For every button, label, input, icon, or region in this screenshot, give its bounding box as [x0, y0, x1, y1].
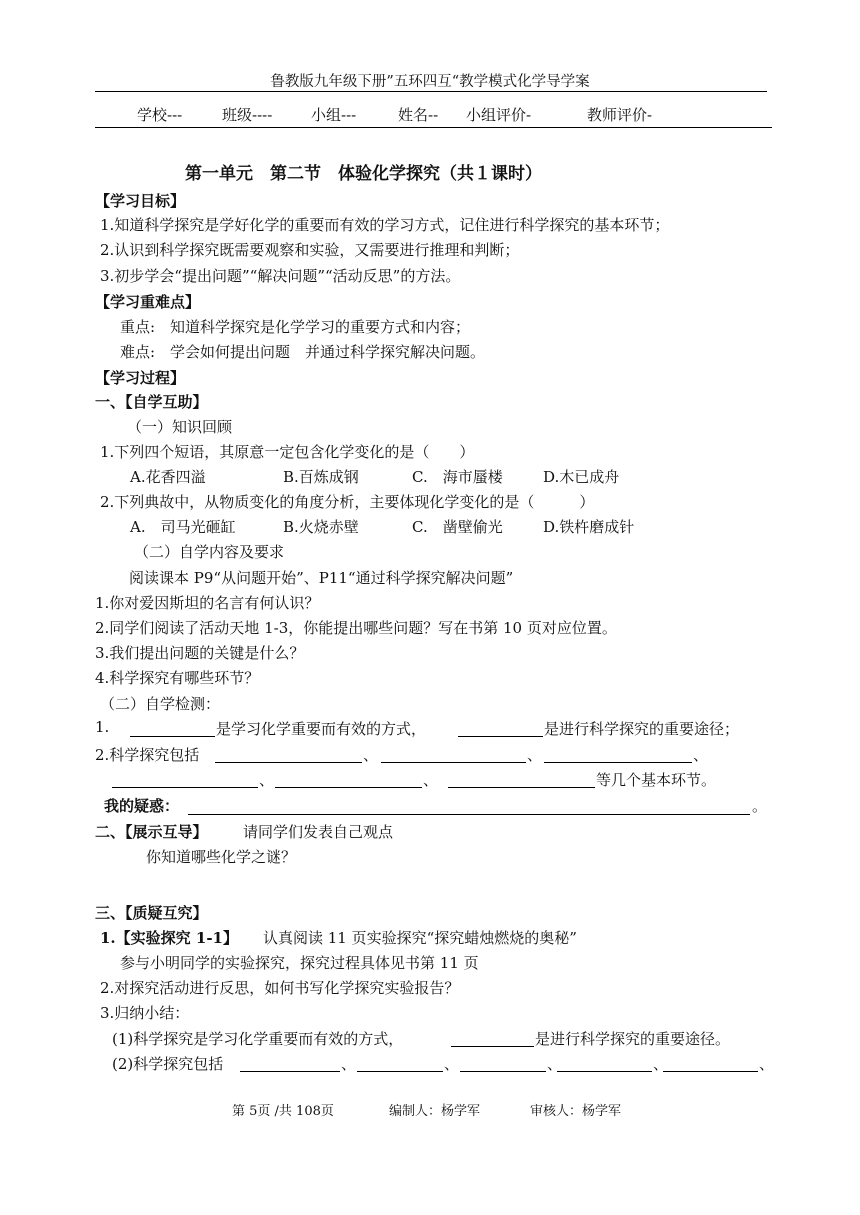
blank-line[interactable]: [460, 1057, 546, 1072]
reviewer: 审核人：杨学军: [530, 1104, 622, 1119]
display-question: 你知道哪些化学之谜？: [146, 848, 297, 866]
group-field: 小组---: [311, 106, 357, 124]
question-2: 2.下列典故中，从物质变化的角度分析，主要体现化学变化的是（ ）: [100, 493, 595, 511]
study-question: 3.我们提出问题的关键是什么？: [95, 644, 305, 662]
doubt-input-line[interactable]: [188, 800, 750, 815]
key-point: 重点: 知道科学探究是化学学习的重要方式和内容；: [120, 318, 471, 336]
blank-line[interactable]: [357, 1057, 443, 1072]
display-text: 请同学们发表自己观点: [243, 823, 394, 841]
blank-line[interactable]: [448, 773, 595, 788]
display-heading: 二、【展示互导】: [95, 823, 208, 841]
editor: 编制人：杨学军: [389, 1104, 481, 1119]
page-title: 第一单元 第二节 体验化学探究（共１课时）: [185, 164, 542, 184]
experiment-label: 1.【实验探究 1-1】: [100, 929, 238, 947]
inquiry-item-3: 3.归纳小结：: [100, 1004, 190, 1022]
separator: 、: [444, 1055, 460, 1073]
content-heading: （二）自学内容及要求: [134, 543, 285, 561]
teacher-eval-field: 教师评价-: [587, 106, 653, 124]
separator: 、: [363, 746, 379, 764]
objective-item: 3.初步学会“提出问题”“解决问题”“活动反思”的方法。: [100, 267, 461, 285]
blank-line[interactable]: [544, 748, 692, 763]
header-divider-bottom: [95, 127, 772, 128]
school-field: 学校---: [137, 106, 183, 124]
reading-assignment: 阅读课本 P9“从问题开始”、P11“通过科学探究解决问题”: [129, 569, 514, 587]
review-heading: （一）知识回顾: [127, 418, 233, 436]
check-2-end: 等几个基本环节。: [596, 771, 717, 789]
separator: 、: [653, 1055, 669, 1073]
separator: 、: [423, 771, 439, 789]
class-field: 班级----: [222, 106, 273, 124]
name-field: 姓名--: [398, 106, 439, 124]
difficult-point: 难点: 学会如何提出问题 并通过科学探究解决问题。: [120, 343, 486, 361]
doubt-label: 我的疑惑：: [104, 797, 180, 815]
check-1-number: 1.: [95, 718, 110, 736]
study-question: 1.你对爱因斯坦的名言有何认识？: [95, 594, 320, 612]
blank-line[interactable]: [663, 1057, 758, 1072]
experiment-sub: 参与小明同学的实验探究，探究过程具体见书第 11 页: [120, 954, 479, 972]
q2-option-d: D.铁杵磨成针: [543, 518, 635, 536]
summary-1: (1)科学探究是学习化学重要而有效的方式，: [112, 1030, 404, 1048]
inquiry-item-2: 2.对探究活动进行反思，如何书写化学探究实验报告？: [100, 979, 460, 997]
blank-line[interactable]: [112, 773, 258, 788]
q2-option-b: B.火烧赤壁: [283, 518, 359, 536]
process-heading: 【学习过程】: [95, 369, 186, 387]
blank-line[interactable]: [215, 748, 362, 763]
blank-line[interactable]: [275, 773, 422, 788]
check-1-text: 是学习化学重要而有效的方式，: [216, 720, 427, 738]
q1-option-d: D.木已成舟: [543, 468, 620, 486]
separator: 、: [547, 1055, 563, 1073]
separator: 、: [759, 1055, 775, 1073]
key-points-heading: 【学习重难点】: [95, 293, 201, 311]
inquiry-heading: 三、【质疑互究】: [95, 904, 208, 922]
separator: 、: [259, 771, 275, 789]
separator: 、: [527, 746, 543, 764]
q1-option-a: A.花香四溢: [130, 468, 206, 486]
group-eval-field: 小组评价-: [466, 106, 532, 124]
blank-line[interactable]: [458, 722, 543, 737]
self-study-heading: 一、【自学互助】: [95, 393, 208, 411]
blank-line[interactable]: [451, 1032, 534, 1047]
header-divider-top: [95, 91, 767, 92]
check-heading: （二）自学检测：: [100, 695, 221, 713]
summary-2: (2)科学探究包括: [112, 1055, 224, 1073]
study-question: 2.同学们阅读了活动天地 1-3，你能提出哪些问题？写在书第 10 页对应位置。: [95, 619, 617, 637]
separator: 、: [693, 746, 709, 764]
blank-line[interactable]: [381, 748, 526, 763]
question-1: 1.下列四个短语，其原意一定包含化学变化的是（ ）: [100, 443, 475, 461]
check-2-label: 2.科学探究包括: [95, 746, 200, 764]
blank-line[interactable]: [557, 1057, 652, 1072]
experiment-text: 认真阅读 11 页实验探究“探究蜡烛燃烧的奥秘”: [263, 929, 577, 947]
blank-line[interactable]: [130, 722, 215, 737]
doubt-end: 。: [752, 797, 768, 815]
page-number: 第 5页 /共 108页: [232, 1104, 334, 1119]
objective-item: 2.认识到科学探究既需要观察和实验，又需要进行推理和判断；: [100, 241, 520, 259]
objective-item: 1.知道科学探究是学好化学的重要而有效的学习方式，记住进行科学探究的基本环节；: [100, 216, 670, 234]
separator: 、: [341, 1055, 357, 1073]
check-1-text-end: 是进行科学探究的重要途径；: [544, 720, 740, 738]
blank-line[interactable]: [240, 1057, 340, 1072]
q1-option-b: B.百炼成钢: [283, 468, 359, 486]
objectives-heading: 【学习目标】: [95, 192, 186, 210]
study-question: 4.科学探究有哪些环节？: [95, 669, 260, 687]
summary-1-end: 是进行科学探究的重要途径。: [535, 1030, 731, 1048]
header-title: 鲁教版九年级下册”五环四互“教学模式化学导学案: [270, 74, 590, 90]
q1-option-c: C. 海市蜃楼: [412, 468, 503, 486]
q2-option-a: A. 司马光砸缸: [130, 518, 236, 536]
q2-option-c: C. 凿壁偷光: [412, 518, 503, 536]
